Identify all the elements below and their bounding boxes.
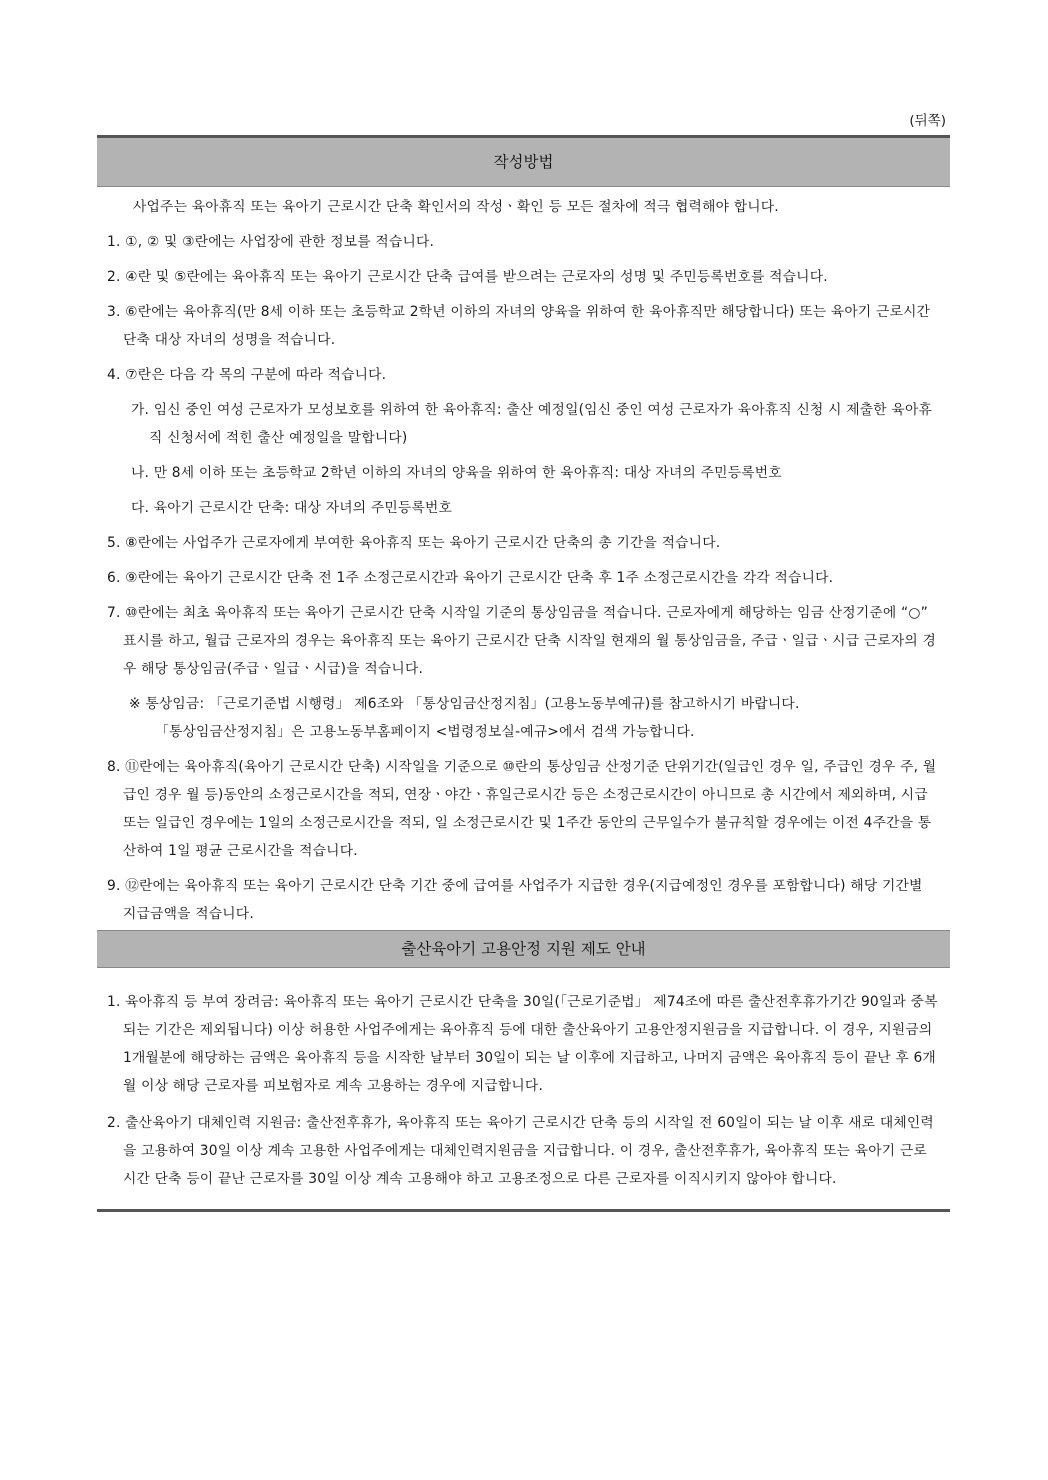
instruction-item-3: 3. ⑥란에는 육아휴직(만 8세 이하 또는 초등학교 2학년 이하의 자녀의 양육을 위하여 한 육아휴직만 해당합니다) 또는 육아기 근로시간 단축 대상 자녀의 성명을 적습니다. xyxy=(107,304,931,348)
page-side-label: (뒤쪽) xyxy=(909,113,946,129)
instruction-item-5: 5. ⑧란에는 사업주가 근로자에게 부여한 육아휴직 또는 육아기 근로시간 단축의 총 기간을 적습니다. xyxy=(107,535,721,551)
wage-note-line-2: 「통상임금산정지침」은 고용노동부홈페이지 <법령정보실-예규>에서 검색 가능합니다. xyxy=(155,724,695,740)
support-item-2: 2. 출산육아기 대체인력 지원금: 출산전후휴가, 육아휴직 또는 육아기 근로시간 단축 등의 시작일 전 60일이 되는 날 이후 새로 대체인력을 고용하여 30일 이상 계속 고용한 사업주에게는 대체인력지원금을 지급합니다. 이 경우, 출산전후휴가, 육아휴직 또는 육아기 근로시간 단축 등이 끝난 근로자를 30일 이상 계속 고용해야 하고 고용조정으로 다른 근로자를 이직시키지 않아야 합니다. xyxy=(107,1115,934,1187)
instruction-item-6: 6. ⑨란에는 육아기 근로시간 단축 전 1주 소정근로시간과 육아기 근로시간 단축 후 1주 소정근로시간을 각각 적습니다. xyxy=(107,570,834,586)
instruction-subitem-da: 다. 육아기 근로시간 단축: 대상 자녀의 주민등록번호 xyxy=(131,500,453,516)
section-title-support: 출산육아기 고용안정 지원 제도 안내 xyxy=(97,930,950,968)
instruction-item-7: 7. ⑩란에는 최초 육아휴직 또는 육아기 근로시간 단축 시작일 기준의 통상임금을 적습니다. 근로자에게 해당하는 임금 산정기준에 “○” 표시를 하고, 월급 근로자의 경우는 육아휴직 또는 육아기 근로시간 단축 시작일 현재의 월 통상임금을, 주급ㆍ일급ㆍ시급 근로자의 경우 해당 통상임금(주급ㆍ일급ㆍ시급)을 적습니다. xyxy=(107,605,937,677)
wage-note xyxy=(107,690,938,746)
instruction-item-4: 4. ⑦란은 다음 각 목의 구분에 따라 적습니다. xyxy=(107,367,387,383)
instruction-item-9: 9. ⑫란에는 육아휴직 또는 육아기 근로시간 단축 기간 중에 급여를 사업주가 지급한 경우(지급예정인 경우를 포함합니다) 해당 기간별 지급금액을 적습니다. xyxy=(107,878,923,922)
instructions-body xyxy=(97,193,950,928)
support-item-1: 1. 육아휴직 등 부여 장려금: 육아휴직 또는 육아기 근로시간 단축을 30일(「근로기준법」 제74조에 따른 출산전후휴가기간 90일과 중복되는 기간은 제외됩니다) 이상 허용한 사업주에게는 육아휴직 등에 대한 출산육아기 고용안정지원금을 지급합니다. 이 경우, 지원금의 1개월분에 해당하는 금액은 육아휴직 등을 시작한 날부터 30일이 되는 날 이후에 지급하고, 나머지 금액은 육아휴직 등이 끝난 후 6개월 이상 해당 근로자를 피보험자로 계속 고용하는 경우에 지급합니다. xyxy=(107,994,938,1094)
instruction-item-2: 2. ④란 및 ⑤란에는 육아휴직 또는 육아기 근로시간 단축 급여를 받으려는 근로자의 성명 및 주민등록번호를 적습니다. xyxy=(107,269,828,285)
wage-note-line-1: ※ 통상임금: 「근로기준법 시행령」 제6조와 「통상임금산정지침」(고용노동부예규)를 참고하시기 바랍니다. xyxy=(129,696,800,712)
instructions-intro: 사업주는 육아휴직 또는 육아기 근로시간 단축 확인서의 작성ㆍ확인 등 모든 절차에 적극 협력해야 합니다. xyxy=(133,199,779,215)
instruction-item-8: 8. ⑪란에는 육아휴직(육아기 근로시간 단축) 시작일을 기준으로 ⑩란의 통상임금 산정기준 단위기간(일급인 경우 일, 주급인 경우 주, 월급인 경우 월 등)동안의 소정근로시간을 적되, 연장ㆍ야간ㆍ휴일근로시간 등은 소정근로시간이 아니므로 총 시간에서 제외하며, 시급 또는 일급인 경우에는 1일의 소정근로시간을 적되, 일 소정근로시간 및 1주간 동안의 근무일수가 불규칙할 경우에는 이전 4주간을 통산하여 1일 평균 근로시간을 적습니다. xyxy=(107,759,937,859)
instruction-item-1: 1. ①, ② 및 ③란에는 사업장에 관한 정보를 적습니다. xyxy=(107,234,435,250)
support-body xyxy=(97,968,950,1193)
form-instructions xyxy=(97,135,950,1212)
instruction-subitem-ga: 가. 임신 중인 여성 근로자가 모성보호를 위하여 한 육아휴직: 출산 예정일(임신 중인 여성 근로자가 육아휴직 신청 시 제출한 육아휴직 신청서에 적힌 출산 예정일을 말합니다) xyxy=(131,402,932,446)
instruction-subitem-na: 나. 만 8세 이하 또는 초등학교 2학년 이하의 자녀의 양육을 위하여 한 육아휴직: 대상 자녀의 주민등록번호 xyxy=(131,465,782,481)
section-title-instructions: 작성방법 xyxy=(97,138,950,187)
bottom-rule xyxy=(97,1209,950,1212)
support-section xyxy=(97,930,950,1193)
